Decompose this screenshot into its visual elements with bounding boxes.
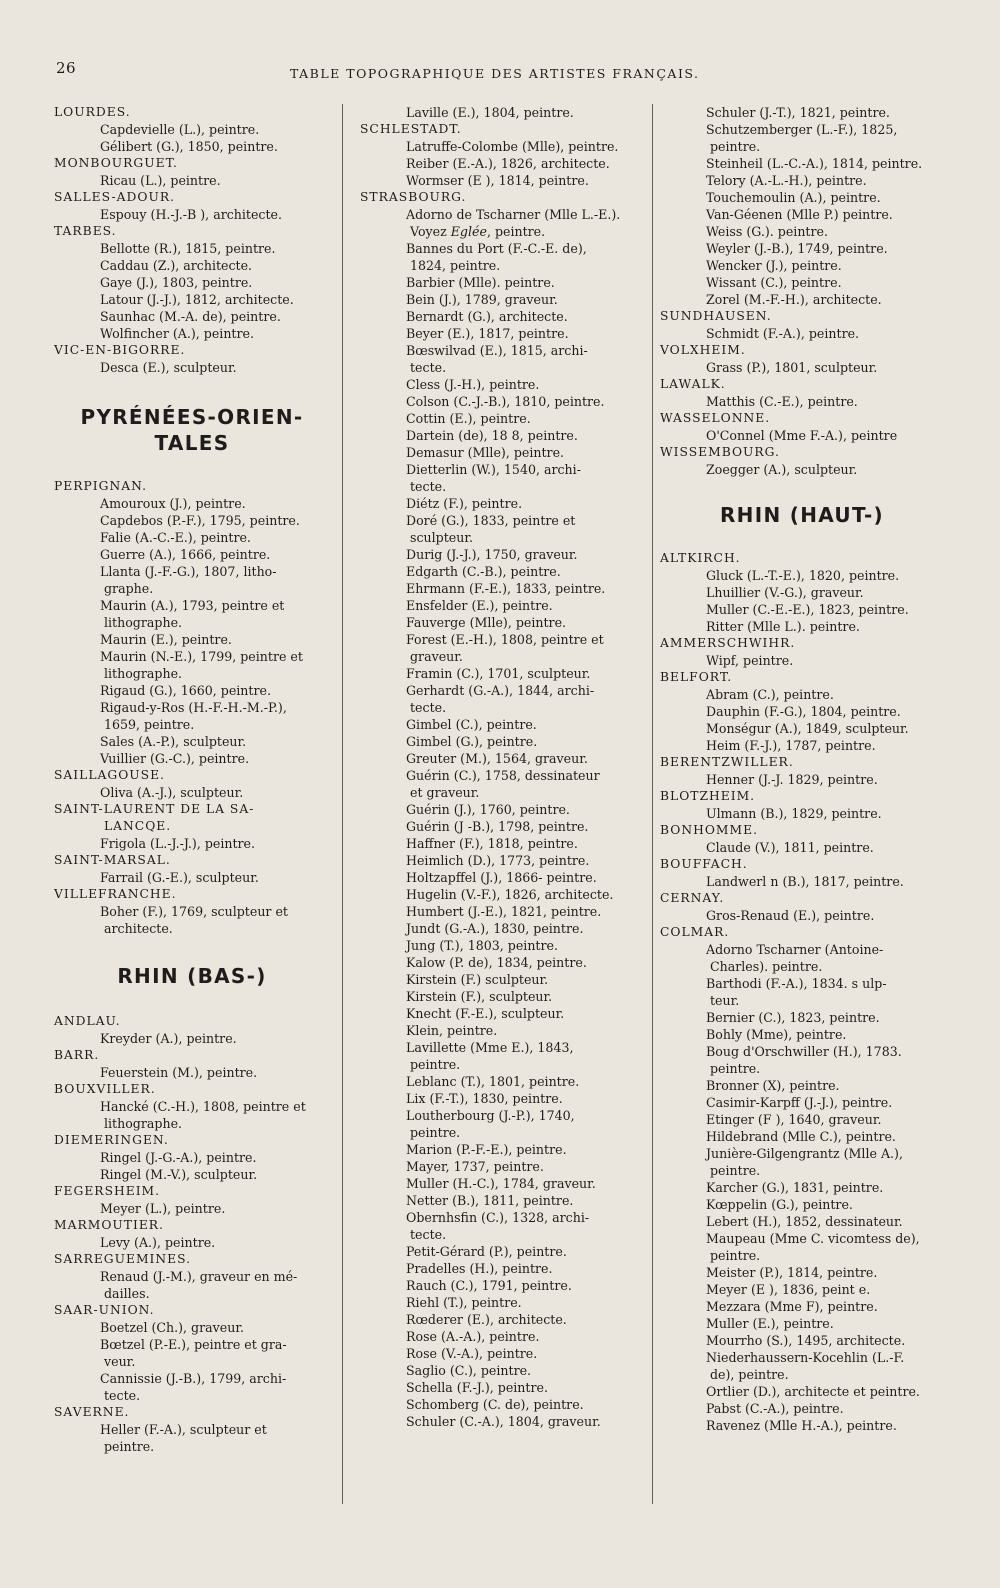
artist-entry: Wormser (E ), 1814, peintre. — [406, 173, 589, 188]
artist-entry: Maurin (N.-E.), 1799, peintre et — [100, 649, 303, 664]
artist-entry: Gluck (L.-T.-E.), 1820, peintre. — [706, 568, 900, 583]
town-heading: AMMERSCHWIHR. — [660, 636, 796, 650]
artist-entry: Bernardt (G.), architecte. — [406, 309, 568, 324]
town-heading: BELFORT. — [660, 670, 733, 684]
artist-entry: Schomberg (C. de), peintre. — [406, 1397, 584, 1412]
artist-entry: Bein (J.), 1789, graveur. — [406, 292, 558, 307]
artist-entry: Kirstein (F.) sculpteur. — [406, 972, 549, 987]
artist-entry: Durig (J.-J.), 1750, graveur. — [406, 547, 578, 562]
artist-entry: Dietterlin (W.), 1540, archi- — [406, 462, 581, 477]
artist-entry: Netter (B.), 1811, peintre. — [406, 1193, 574, 1208]
artist-entry-continued: peintre. — [710, 139, 761, 154]
town-heading: LOURDES. — [54, 105, 131, 119]
artist-entry-continued: tecte. — [410, 700, 447, 715]
artist-entry: Karcher (G.), 1831, peintre. — [706, 1180, 884, 1195]
artist-entry: Rigaud-y-Ros (H.-F.-H.-M.-P.), — [100, 700, 287, 715]
town-heading: BONHOMME. — [660, 823, 758, 837]
artist-entry: Ricau (L.), peintre. — [100, 173, 221, 188]
artist-entry: Maupeau (Mme C. vicomtess de), — [706, 1231, 920, 1246]
artist-entry-continued: dailles. — [104, 1286, 150, 1301]
cross-reference-text: Voyez — [410, 224, 451, 239]
town-heading: SAVERNE. — [54, 1405, 130, 1419]
town-heading: BARR. — [54, 1048, 100, 1062]
artist-entry-continued: sculpteur. — [410, 530, 473, 545]
artist-entry: Hancké (C.-H.), 1808, peintre et — [100, 1099, 306, 1114]
artist-entry: Rigaud (G.), 1660, peintre. — [100, 683, 271, 698]
artist-entry-continued: tecte. — [410, 360, 447, 375]
artist-entry: Mayer, 1737, peintre. — [406, 1159, 544, 1174]
town-heading: SUNDHAUSEN. — [660, 309, 772, 323]
artist-entry: Doré (G.), 1833, peintre et — [406, 513, 576, 528]
artist-entry-continued: veur. — [104, 1354, 136, 1369]
artist-entry: Feuerstein (M.), peintre. — [100, 1065, 258, 1080]
artist-entry-continued — [360, 223, 636, 240]
artist-entry-continued: peintre. — [710, 1163, 761, 1178]
artist-entry: Monségur (A.), 1849, sculpteur. — [706, 721, 909, 736]
artist-entry: Capdebos (P.-F.), 1795, peintre. — [100, 513, 300, 528]
department-heading-line: PYRÉNÉES-ORIEN- — [80, 405, 304, 429]
town-heading: SCHLESTADT. — [360, 122, 462, 136]
page-number: 26 — [56, 59, 77, 77]
department-heading-line: TALES — [154, 431, 230, 455]
artist-entry: Matthis (C.-E.), peintre. — [706, 394, 858, 409]
artist-entry-continued: 1659, peintre. — [104, 717, 195, 732]
town-heading: WASSELONNE. — [660, 411, 771, 425]
artist-entry: Demasur (Mlle), peintre. — [406, 445, 565, 460]
artist-entry: Mezzara (Mme F), peintre. — [706, 1299, 878, 1314]
artist-entry: Vuillier (G.-C.), peintre. — [100, 751, 250, 766]
town-heading: BOUXVILLER. — [54, 1082, 156, 1096]
artist-entry: Cottin (E.), peintre. — [406, 411, 531, 426]
column-1 — [54, 104, 330, 1455]
artist-entry: Klein, peintre. — [406, 1023, 498, 1038]
artist-entry: Kalow (P. de), 1834, peintre. — [406, 955, 587, 970]
artist-entry: Frigola (L.-J.-J.), peintre. — [100, 836, 256, 851]
artist-entry: Capdevielle (L.), peintre. — [100, 122, 260, 137]
artist-entry: Weiss (G.). peintre. — [706, 224, 828, 239]
artist-entry: Zorel (M.-F.-H.), architecte. — [706, 292, 882, 307]
artist-entry: Meister (P.), 1814, peintre. — [706, 1265, 878, 1280]
artist-entry: Schella (F.-J.), peintre. — [406, 1380, 548, 1395]
town-heading: MARMOUTIER. — [54, 1218, 164, 1232]
artist-entry: Adorno de Tscharner (Mlle L.-E.). — [406, 207, 621, 222]
artist-entry: Bernier (C.), 1823, peintre. — [706, 1010, 880, 1025]
artist-entry: Ravenez (Mlle H.-A.), peintre. — [706, 1418, 897, 1433]
artist-entry: Caddau (Z.), architecte. — [100, 258, 253, 273]
artist-entry: Guérin (J -B.), 1798, peintre. — [406, 819, 589, 834]
artist-entry: Henner (J.-J. 1829, peintre. — [706, 772, 878, 787]
artist-entry: Gaye (J.), 1803, peintre. — [100, 275, 253, 290]
artist-entry: Cannissie (J.-B.), 1799, archi- — [100, 1371, 287, 1386]
artist-entry: Lebert (H.), 1852, dessinateur. — [706, 1214, 903, 1229]
artist-entry: Beyer (E.), 1817, peintre. — [406, 326, 569, 341]
artist-entry: Kreyder (A.), peintre. — [100, 1031, 237, 1046]
artist-entry: Schutzemberger (L.-F.), 1825, — [706, 122, 898, 137]
town-heading: SAINT-LAURENT DE LA SA- — [54, 802, 255, 816]
artist-entry: Humbert (J.-E.), 1821, peintre. — [406, 904, 602, 919]
artist-entry: Rauch (C.), 1791, peintre. — [406, 1278, 572, 1293]
artist-entry: Edgarth (C.-B.), peintre. — [406, 564, 561, 579]
artist-entry-continued: tecte. — [410, 1227, 447, 1242]
artist-entry: Meyer (E ), 1836, peint e. — [706, 1282, 871, 1297]
artist-entry: Lavillette (Mme E.), 1843, — [406, 1040, 574, 1055]
artist-entry: Dauphin (F.-G.), 1804, peintre. — [706, 704, 901, 719]
artist-entry: Casimir-Karpff (J.-J.), peintre. — [706, 1095, 893, 1110]
artist-entry: Reiber (E.-A.), 1826, architecte. — [406, 156, 610, 171]
artist-entry: Saglio (C.), peintre. — [406, 1363, 532, 1378]
artist-entry: Renaud (J.-M.), graveur en mé- — [100, 1269, 298, 1284]
town-heading: ALTKIRCH. — [660, 551, 741, 565]
artist-entry-continued: graveur. — [410, 649, 463, 664]
artist-entry: Ritter (Mlle L.). peintre. — [706, 619, 860, 634]
artist-entry: Steinheil (L.-C.-A.), 1814, peintre. — [706, 156, 923, 171]
artist-entry: Boher (F.), 1769, sculpteur et — [100, 904, 288, 919]
town-heading: SAAR-UNION. — [54, 1303, 155, 1317]
town-heading: LAWALK. — [660, 377, 726, 391]
artist-entry: Forest (E.-H.), 1808, peintre et — [406, 632, 604, 647]
town-heading: ANDLAU. — [54, 1014, 121, 1028]
town-heading: VILLEFRANCHE. — [54, 887, 177, 901]
artist-entry-continued: peintre. — [410, 1125, 461, 1140]
artist-entry: Lix (F.-T.), 1830, peintre. — [406, 1091, 563, 1106]
artist-entry: Grass (P.), 1801, sculpteur. — [706, 360, 878, 375]
page-title: TABLE TOPOGRAPHIQUE DES ARTISTES FRANÇAIS. — [290, 66, 700, 81]
artist-entry: Pabst (C.-A.), peintre. — [706, 1401, 844, 1416]
artist-entry-continued: teur. — [710, 993, 740, 1008]
artist-entry: Rose (V.-A.), peintre. — [406, 1346, 538, 1361]
artist-entry: Landwerl n (B.), 1817, peintre. — [706, 874, 904, 889]
artist-entry: Telory (A.-L.-H.), peintre. — [706, 173, 867, 188]
town-heading: VIC-EN-BIGORRE. — [54, 343, 186, 357]
artist-entry: Fauverge (Mlle), peintre. — [406, 615, 567, 630]
artist-entry-continued: graphe. — [104, 581, 154, 596]
artist-entry: Knecht (F.-E.), sculpteur. — [406, 1006, 565, 1021]
column-2 — [360, 104, 636, 1430]
artist-entry: Oliva (A.-J.), sculpteur. — [100, 785, 244, 800]
artist-entry: Sales (A.-P.), sculpteur. — [100, 734, 247, 749]
artist-entry: Greuter (M.), 1564, graveur. — [406, 751, 588, 766]
artist-entry: Haffner (F.), 1818, peintre. — [406, 836, 578, 851]
artist-entry: Touchemoulin (A.), peintre. — [706, 190, 881, 205]
artist-entry: Saunhac (M.-A. de), peintre. — [100, 309, 281, 324]
artist-entry-continued: architecte. — [104, 921, 173, 936]
artist-entry: Marion (P.-F.-E.), peintre. — [406, 1142, 567, 1157]
department-heading — [54, 404, 330, 456]
artist-entry: Ringel (J.-G.-A.), peintre. — [100, 1150, 257, 1165]
artist-entry: Bronner (X), peintre. — [706, 1078, 840, 1093]
artist-entry: Gerhardt (G.-A.), 1844, archi- — [406, 683, 595, 698]
artist-entry: Guérin (C.), 1758, dessinateur — [406, 768, 600, 783]
artist-entry: Meyer (L.), peintre. — [100, 1201, 226, 1216]
column-divider — [652, 104, 653, 1504]
town-heading: BERENTZWILLER. — [660, 755, 794, 769]
artist-entry: Latruffe-Colombe (Mlle), peintre. — [406, 139, 619, 154]
town-heading: TARBES. — [54, 224, 117, 238]
town-heading: COLMAR. — [660, 925, 730, 939]
artist-entry: Guerre (A.), 1666, peintre. — [100, 547, 271, 562]
artist-entry: Mourrho (S.), 1495, architecte. — [706, 1333, 906, 1348]
artist-entry-continued: peintre. — [410, 1057, 461, 1072]
artist-entry: Schuler (C.-A.), 1804, graveur. — [406, 1414, 601, 1429]
artist-entry: Gimbel (G.), peintre. — [406, 734, 538, 749]
artist-entry: Niederhaussern-Kocehlin (L.-F. — [706, 1350, 905, 1365]
artist-entry: Schuler (J.-T.), 1821, peintre. — [706, 105, 890, 120]
town-heading: STRASBOURG. — [360, 190, 467, 204]
artist-entry: Falie (A.-C.-E.), peintre. — [100, 530, 251, 545]
artist-entry: Bohly (Mme), peintre. — [706, 1027, 847, 1042]
town-heading: CERNAY. — [660, 891, 725, 905]
artist-entry: Bœtzel (P.-E.), peintre et gra- — [100, 1337, 287, 1352]
artist-entry: Levy (A.), peintre. — [100, 1235, 216, 1250]
artist-entry: Hugelin (V.-F.), 1826, architecte. — [406, 887, 614, 902]
artist-entry: Framin (C.), 1701, sculpteur. — [406, 666, 591, 681]
artist-entry: Maurin (E.), peintre. — [100, 632, 232, 647]
artist-entry: Lhuillier (V.-G.), graveur. — [706, 585, 864, 600]
artist-entry: Barthodi (F.-A.), 1834. s ulp- — [706, 976, 887, 991]
artist-entry: Weyler (J.-B.), 1749, peintre. — [706, 241, 888, 256]
artist-entry: Colson (C.-J.-B.), 1810, peintre. — [406, 394, 605, 409]
artist-entry: Schmidt (F.-A.), peintre. — [706, 326, 860, 341]
artist-entry: Barbier (Mlle). peintre. — [406, 275, 555, 290]
artist-entry: Latour (J.-J.), 1812, architecte. — [100, 292, 294, 307]
artist-entry-continued: peintre. — [710, 1061, 761, 1076]
artist-entry: Wencker (J.), peintre. — [706, 258, 842, 273]
artist-entry: Loutherbourg (J.-P.), 1740, — [406, 1108, 575, 1123]
artist-entry: Maurin (A.), 1793, peintre et — [100, 598, 285, 613]
artist-entry: Zoegger (A.), sculpteur. — [706, 462, 858, 477]
artist-entry: Ensfelder (E.), peintre. — [406, 598, 553, 613]
artist-entry: Leblanc (T.), 1801, peintre. — [406, 1074, 580, 1089]
artist-entry-continued: peintre. — [104, 1439, 155, 1454]
artist-entry: Rose (A.-A.), peintre. — [406, 1329, 540, 1344]
artist-entry: Heim (F.-J.), 1787, peintre. — [706, 738, 876, 753]
town-heading: MONBOURGUET. — [54, 156, 178, 170]
town-heading: DIEMERINGEN. — [54, 1133, 169, 1147]
artist-entry: Boug d'Orschwiller (H.), 1783. — [706, 1044, 902, 1059]
town-heading: SAILLAGOUSE. — [54, 768, 165, 782]
column-3 — [660, 104, 944, 1434]
artist-entry: Cless (J.-H.), peintre. — [406, 377, 540, 392]
artist-entry: Etinger (F ), 1640, graveur. — [706, 1112, 882, 1127]
artist-entry: Kœppelin (G.), peintre. — [706, 1197, 853, 1212]
artist-entry: Gimbel (C.), peintre. — [406, 717, 537, 732]
town-heading: SALLES-ADOUR. — [54, 190, 175, 204]
artist-entry: Ehrmann (F.-E.), 1833, peintre. — [406, 581, 606, 596]
town-heading: PERPIGNAN. — [54, 479, 147, 493]
artist-entry: Ringel (M.-V.), sculpteur. — [100, 1167, 258, 1182]
artist-entry: Rœderer (E.), architecte. — [406, 1312, 567, 1327]
artist-entry: Wolfincher (A.), peintre. — [100, 326, 254, 341]
artist-entry: Jundt (G.-A.), 1830, peintre. — [406, 921, 584, 936]
artist-entry: Obernhsfin (C.), 1328, archi- — [406, 1210, 590, 1225]
artist-entry: Llanta (J.-F.-G.), 1807, litho- — [100, 564, 277, 579]
town-heading: SARREGUEMINES. — [54, 1252, 192, 1266]
artist-entry: Gélibert (G.), 1850, peintre. — [100, 139, 278, 154]
artist-entry-continued: de), peintre. — [710, 1367, 789, 1382]
artist-entry: Heimlich (D.), 1773, peintre. — [406, 853, 590, 868]
column-divider — [342, 104, 343, 1504]
artist-entry: Gros-Renaud (E.), peintre. — [706, 908, 875, 923]
artist-entry-continued: et graveur. — [410, 785, 480, 800]
artist-entry: Bœswilvad (E.), 1815, archi- — [406, 343, 588, 358]
artist-entry: Riehl (T.), peintre. — [406, 1295, 522, 1310]
artist-entry: Wipf, peintre. — [706, 653, 794, 668]
artist-entry: Bellotte (R.), 1815, peintre. — [100, 241, 276, 256]
artist-entry: Claude (V.), 1811, peintre. — [706, 840, 874, 855]
artist-entry: Amouroux (J.), peintre. — [100, 496, 246, 511]
artist-entry: Wissant (C.), peintre. — [706, 275, 842, 290]
artist-entry: Farrail (G.-E.), sculpteur. — [100, 870, 259, 885]
town-heading: VOLXHEIM. — [660, 343, 746, 357]
artist-entry: Abram (C.), peintre. — [706, 687, 834, 702]
town-heading: SAINT-MARSAL. — [54, 853, 171, 867]
artist-entry: Desca (E.), sculpteur. — [100, 360, 237, 375]
artist-entry-continued: lithographe. — [104, 615, 183, 630]
artist-entry: Kirstein (F.), sculpteur. — [406, 989, 553, 1004]
artist-entry: Muller (E.), peintre. — [706, 1316, 834, 1331]
town-heading-continued: LANCQE. — [104, 819, 172, 833]
artist-entry: Muller (H.-C.), 1784, graveur. — [406, 1176, 596, 1191]
artist-entry-continued: tecte. — [104, 1388, 141, 1403]
artist-entry: Jung (T.), 1803, peintre. — [406, 938, 558, 953]
artist-entry-continued: peintre. — [710, 1248, 761, 1263]
artist-entry-continued: 1824, peintre. — [410, 258, 501, 273]
artist-entry: Ulmann (B.), 1829, peintre. — [706, 806, 882, 821]
artist-entry: Heller (F.-A.), sculpteur et — [100, 1422, 267, 1437]
town-heading: WISSEMBOURG. — [660, 445, 780, 459]
cross-reference-text: , peintre. — [486, 224, 546, 239]
artist-entry: Van-Géenen (Mlle P.) peintre. — [706, 207, 893, 222]
artist-entry: O'Connel (Mme F.-A.), peintre — [706, 428, 898, 443]
artist-entry: Adorno Tscharner (Antoine- — [706, 942, 884, 957]
artist-entry-continued: lithographe. — [104, 1116, 183, 1131]
town-heading: BLOTZHEIM. — [660, 789, 756, 803]
artist-entry: Muller (C.-E.-E.), 1823, peintre. — [706, 602, 909, 617]
artist-entry-continued: lithographe. — [104, 666, 183, 681]
town-heading: FEGERSHEIM. — [54, 1184, 161, 1198]
artist-entry: Petit-Gérard (P.), peintre. — [406, 1244, 567, 1259]
artist-entry: Espouy (H.-J.-B ), architecte. — [100, 207, 282, 222]
artist-entry: Holtzapffel (J.), 1866- peintre. — [406, 870, 597, 885]
artist-entry: Diétz (F.), peintre. — [406, 496, 523, 511]
department-heading: RHIN (HAUT-) — [719, 503, 884, 527]
artist-entry: Pradelles (H.), peintre. — [406, 1261, 553, 1276]
artist-entry: Bannes du Port (F.-C.-E. de), — [406, 241, 587, 256]
department-heading: RHIN (BAS-) — [117, 964, 267, 988]
artist-entry: Junière-Gilgengrantz (Mlle A.), — [706, 1146, 903, 1161]
artist-entry: Hildebrand (Mlle C.), peintre. — [706, 1129, 896, 1144]
artist-entry: Guérin (J.), 1760, peintre. — [406, 802, 570, 817]
town-heading: BOUFFACH. — [660, 857, 748, 871]
artist-entry-continued: tecte. — [410, 479, 447, 494]
artist-entry-continued: Charles). peintre. — [710, 959, 823, 974]
artist-entry: Ortlier (D.), architecte et peintre. — [706, 1384, 920, 1399]
artist-entry: Dartein (de), 18 8, peintre. — [406, 428, 578, 443]
artist-entry: Boetzel (Ch.), graveur. — [100, 1320, 244, 1335]
cross-reference-link[interactable]: Eglée — [450, 224, 487, 239]
artist-entry: Laville (E.), 1804, peintre. — [406, 105, 574, 120]
